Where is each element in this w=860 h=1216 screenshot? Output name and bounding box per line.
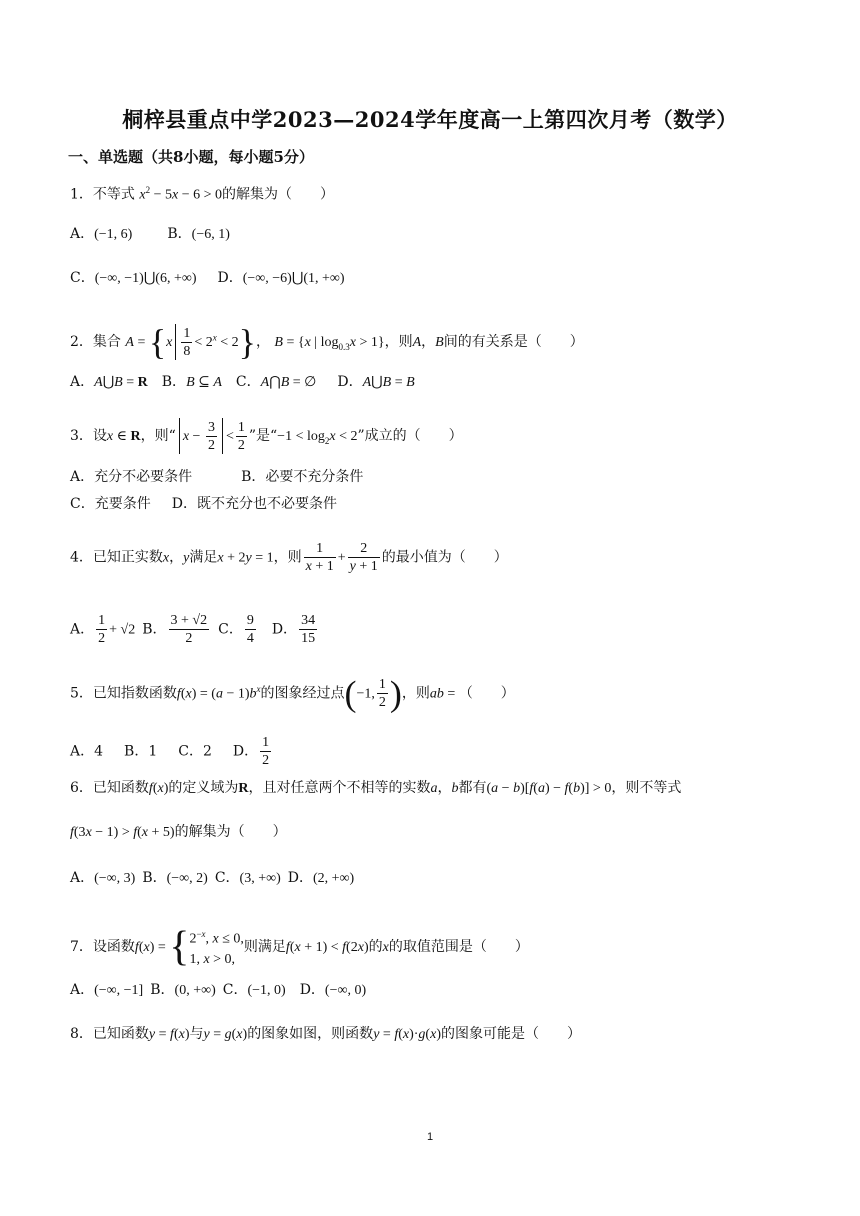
question-4-options: A． $\frac{1}{2}$ + √2 B． $\frac{3 + √2}{2}$ C． $\frac{9}{4}$ D． $\frac{34}{15}$ — [70, 613, 316, 646]
question-6: 6．已知函数f(x)的定义域为R，且对任意两个不相等的实数a，b都有(a − b)[f(a) − f(b)] > 0，则不等式 — [70, 780, 682, 796]
question-2: 2．集合 A = {x $\frac{1}{8}$ < $2^x < 2$}， B = {x | $\log_{0.3}x > 1$}，则A，B间的有关系是（ ） — [70, 322, 584, 362]
question-2-options: A．A⋃B = R B．B ⊆ A C．A⋂B = ∅ D．A⋃B = B — [70, 374, 415, 390]
question-5-options: A．4 B．1 C．2 D． $\frac{1}{2}$ — [70, 735, 270, 768]
question-8: 8．已知函数y = f(x)与y = g(x)的图象如图，则函数y = f(x)·g(x)的图象可能是（ ） — [70, 1026, 581, 1042]
question-7-options: A．(−∞, −1] B．(0, +∞) C．(−1, 0) D．(−∞, 0) — [70, 982, 367, 998]
question-7: 7．设函数f(x) = { $2^{-x}$, x ≤ 0, 1, x > 0, 则满足f(x + 1) < f(2x)的x的取值范围是（ ） — [70, 923, 529, 970]
question-1-options-cd: C．(−∞, −1)⋃(6, +∞) D．(−∞, −6)⋃(1, +∞) — [70, 270, 345, 286]
page-number: 1 — [426, 1131, 434, 1143]
question-1-options-ab: A．(−1, 6) B．(−6, 1) — [70, 226, 230, 242]
question-4: 4．已知正实数x，y满足x + 2y = 1，则 $\frac{1}{x + 1}$ + $\frac{2}{y + 1}$ 的最小值为（ ） — [70, 541, 508, 574]
section-heading: 一、单选题（共8小题，每小题5分） — [68, 148, 314, 166]
question-6-cont: f(3x − 1) > f(x + 5)的解集为（ ） — [70, 824, 287, 840]
question-3-options-cd: C．充要条件 D．既不充分也不必要条件 — [70, 496, 337, 512]
page-title: 桐梓县重点中学2023—2024学年度高一上第四次月考（数学） — [122, 107, 738, 132]
question-1: 1．不等式 $x^2 - 5x - 6 > 0$的解集为（ ） — [70, 185, 335, 203]
question-5: 5．已知指数函数$f(x) = (a - 1)b^x$的图象经过点(−1, $\frac{1}{2}$ )，则ab = （ ） — [70, 673, 515, 714]
question-6-options: A．(−∞, 3) B．(−∞, 2) C．(3, +∞) D．(2, +∞) — [70, 870, 355, 886]
question-3: 3．设x ∈ R，则“ x − $\frac{3}{2}$ < $\frac{1}{2}$ ”是“$-1 < \log_2x < 2$”成立的（ ） — [70, 419, 463, 453]
question-3-options-ab: A．充分不必要条件 B．必要不充分条件 — [70, 469, 364, 485]
